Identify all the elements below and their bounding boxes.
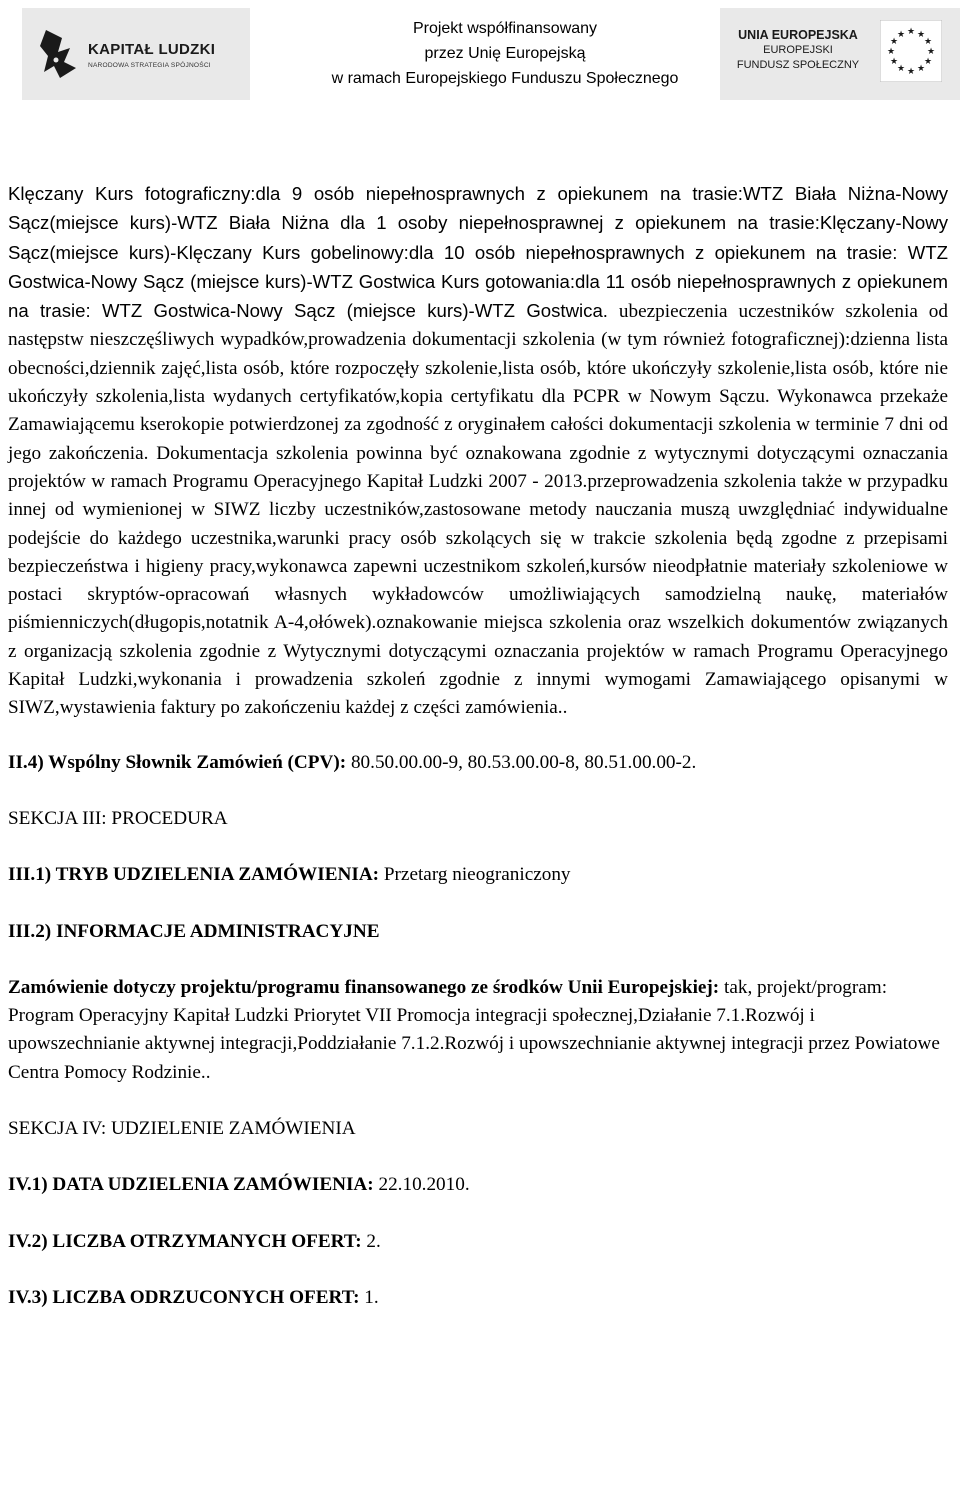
intro-sans-text: Klęczany Kurs fotograficzny:dla 9 osób niepełnosprawnych z opiekunem na trasie:WTZ Biała Niżna-Nowy Sącz(miejsce kurs)-WTZ Biała Niżna dla 1 osoby niepełnosprawnej z opiekunem na trasie:Klęczany-Nowy Sącz(miejsce kurs)-Klęczany Kurs gobelinowy:dla 10 osób niepełnosprawnych z opiekunem na trasie: WTZ Gostwica-Nowy Sącz (miejsce kurs)-WTZ Gostwica Kurs gotowania:dla 11 osób niepełnosprawnych z opiekunem na trasie: WTZ Gostwica-Nowy Sącz (miejsce kurs)-WTZ Gostwica. (8, 183, 948, 322)
cofinancing-line-2: przez Unię Europejską (424, 45, 586, 62)
offers-received-label: IV.2) LICZBA OTRZYMANYCH OFERT: (8, 1230, 362, 1252)
offers-received-line (8, 1228, 948, 1256)
eu-logo (720, 8, 960, 100)
section-4-title: SEKCJA IV: UDZIELENIE ZAMÓWIENIA (8, 1118, 356, 1140)
kapital-ludzki-subtitle: NARODOWA STRATEGIA SPÓJNOŚCI (88, 62, 211, 69)
offers-rejected-value: 1. (359, 1286, 379, 1308)
eu-funding-label: Zamówienie dotyczy projektu/programu finansowanego ze środków Unii Europejskiej: (8, 976, 720, 998)
svg-text:★: ★ (889, 37, 899, 47)
tryb-line (8, 861, 948, 889)
tryb-label: III.1) TRYB UDZIELENIA ZAMÓWIENIA: (8, 864, 380, 886)
svg-text:★: ★ (916, 64, 926, 74)
order-description-paragraph (8, 180, 948, 723)
cpv-line (8, 749, 948, 777)
offers-rejected-line (8, 1284, 948, 1312)
cofinancing-note (330, 16, 680, 91)
cofinancing-line-3: w ramach Europejskiego Funduszu Społecznego (331, 70, 679, 87)
cpv-label: II.4) Wspólny Słownik Zamówień (CPV): (8, 751, 347, 773)
kapital-ludzki-mark-icon (40, 28, 80, 80)
eu-logo-line-1: UNIA EUROPEJSKA (738, 28, 858, 42)
svg-text:★: ★ (923, 57, 933, 67)
svg-text:★: ★ (896, 30, 906, 40)
kapital-ludzki-logo (22, 8, 250, 100)
award-date-value: 22.10.2010. (373, 1174, 470, 1196)
svg-text:★: ★ (896, 64, 906, 74)
kapital-ludzki-title: KAPITAŁ LUDZKI (88, 41, 216, 58)
cpv-value: 80.50.00.00-9, 80.53.00.00-8, 80.51.00.00-2. (346, 751, 697, 773)
svg-text:★: ★ (889, 57, 899, 67)
cofinancing-line-1: Projekt współfinansowany (412, 20, 598, 37)
svg-text:★: ★ (923, 37, 933, 47)
page-header (0, 0, 960, 108)
intro-serif-text: ubezpieczenia uczestników szkolenia od następstw nieszczęśliwych wypadków,prowadzenia dokumentacji szkolenia (w tym również fotograficznej):dzienna lista obecności,dziennik zajęć,lista osób, które rozpoczęły szkolenie,lista osób, które ukończyły szkolenie,lista osób, które nie ukończyły szkolenia,lista wydanych certyfikatów,kopia certyfikatu dla PCPR w Nowym Sączu. Wykonawca przekaże Zamawiającemu kserokopie potwierdzonej za zgodność z oryginałem całości dokumentacji szkolenia w terminie 7 dni od jego zakończenia. Dokumentacja szkolenia powinna być oznakowana zgodnie z wytycznymi dotyczącymi oznaczania projektów w ramach Programu Operacyjnego Kapitał Ludzki 2007 - 2013.przeprowadzenia szkolenia także w przypadku innej od wymienionej w SIWZ liczby uczestników,zastosowane metody nauczania muszą uwzględniać indywidualne podejście do każdego uczestnika,warunki pracy osób szkolących się w trakcie szkolenia będą zgodne z przepisami bezpieczeństwa i higieny pracy,wykonawca zapewni uczestnikom szkoleń,kursów nieodpłatnie materiały szkoleniowe w postaci skryptów-opracowań własnych wykładowców umożliwiających samodzielną naukę, materiałów piśmienniczych(długopis,notatnik A-4,ołówek).oznakowanie miejsca szkolenia oraz wszelkich dokumentów związanych z organizacją szkolenia zgodnie z Wytycznymi dotyczącymi oznaczania projektów w ramach Programu Operacyjnego Kapitał Ludzki,wykonania i prowadzenia szkoleń zgodnie z innymi wymogami Zamawiającego opisanymi w SIWZ,wystawienia faktury po zakończeniu każdej z części zamówienia.. (8, 301, 948, 719)
eu-flag-icon (880, 20, 942, 82)
svg-text:★: ★ (886, 47, 896, 57)
svg-text:★: ★ (906, 27, 916, 37)
eu-logo-text (734, 28, 862, 73)
offers-rejected-label: IV.3) LICZBA ODRZUCONYCH OFERT: (8, 1286, 360, 1308)
award-date-line (8, 1171, 948, 1199)
eu-funding-value: tak, projekt/program: Program Operacyjny Kapitał Ludzki Priorytet VII Promocja integracji społecznej,Działanie 7.1.Rozwój i upowszechnianie aktywnej integracji,Poddziałanie 7.1.2.Rozwój i upowszechnianie aktywnej integracji przez Powiatowe Centra Pomocy Rodzinie.. (8, 976, 940, 1083)
info-admin-heading (8, 918, 948, 946)
eu-funding-paragraph (8, 974, 948, 1087)
svg-text:★: ★ (926, 47, 936, 57)
document-body (8, 180, 948, 1312)
tryb-value: Przetarg nieograniczony (379, 864, 571, 886)
svg-text:★: ★ (916, 30, 926, 40)
svg-text:★: ★ (906, 67, 916, 77)
section-3-title: SEKCJA III: PROCEDURA (8, 807, 228, 829)
info-admin-label: III.2) INFORMACJE ADMINISTRACYJNE (8, 920, 380, 942)
eu-logo-line-2: EUROPEJSKI (763, 44, 833, 56)
offers-received-value: 2. (361, 1230, 381, 1252)
award-date-label: IV.1) DATA UDZIELENIA ZAMÓWIENIA: (8, 1174, 374, 1196)
eu-logo-line-3: FUNDUSZ SPOŁECZNY (736, 59, 860, 71)
